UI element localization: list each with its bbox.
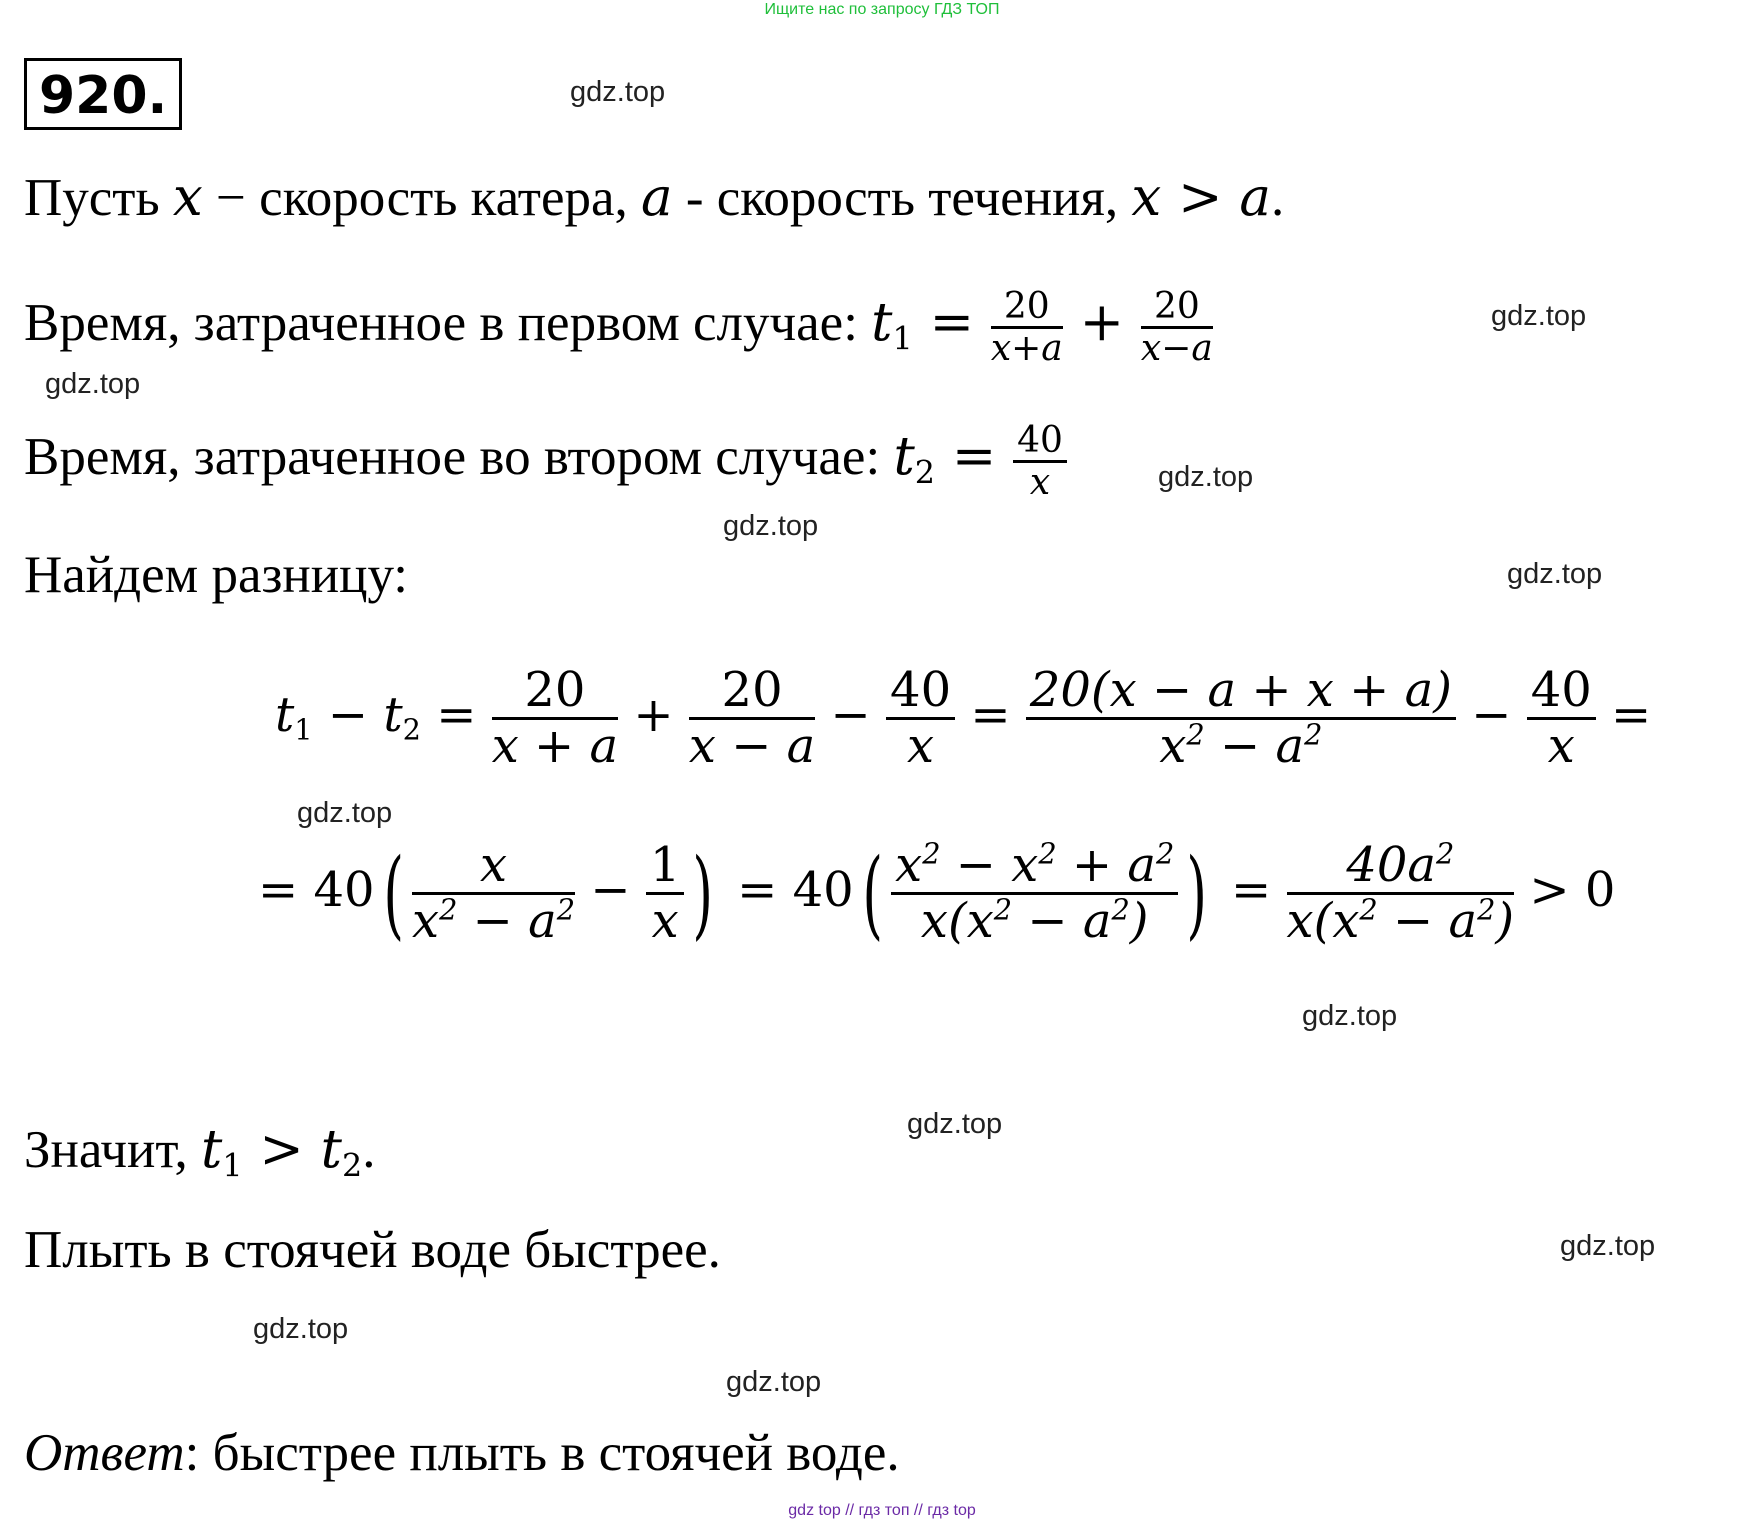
text-line-4: Найдем разницу: [24,546,409,604]
header-note[interactable]: Ищите нас по запросу ГДЗ ТОП [764,1,1000,18]
fraction: $\frac{20}{x + a}$ [491,662,619,774]
watermark: gdz.top [253,1313,349,1345]
watermark: gdz.top [45,368,141,400]
fraction: $\frac{20(x - a + x + a)}{x^2 - a^2}$ [1026,664,1456,773]
footer-note[interactable]: gdz top // гдз топ // гдз top [788,1502,976,1519]
fraction: $\frac{40a^2}{x(x^2 - a^2)}$ [1286,836,1515,949]
text-line-2: Время, затраченное в первом случае: $t_1$ = $\frac{20}{x+a}$ + $\frac{20}{x-a}$ [24,285,1213,370]
watermark: gdz.top [1158,461,1254,493]
fraction: $\frac{x^2 - x^2 + a^2}{x(x^2 - a^2)}$ [891,839,1178,948]
text-line-1: Пусть x − скорость катера, a - скорость течения, x > a. [24,167,1285,228]
fraction: $\frac{1}{x}$ [646,839,685,948]
watermark: gdz.top [570,76,666,108]
watermark: gdz.top [297,797,393,829]
text-line-6: Плыть в стоячей воде быстрее. [24,1221,721,1279]
watermark: gdz.top [1560,1230,1656,1262]
answer-label: Ответ [24,1424,185,1482]
watermark: gdz.top [1507,558,1603,590]
text-line-5: Значит, $t_1 > t_2$. [24,1119,376,1185]
watermark: gdz.top [723,510,819,542]
watermark: gdz.top [1491,300,1587,332]
fraction: $\frac{20}{x-a}$ [1140,285,1213,370]
text-line-3: Время, затраченное во втором случае: $t_2$ = $\frac{40}{x}$ [24,402,1067,512]
answer-line: Ответ: быстрее плыть в стоячей воде. [24,1424,900,1482]
fraction: $\frac{20}{x - a}$ [688,662,816,774]
fraction: $\frac{40}{x}$ [886,664,955,773]
watermark: gdz.top [726,1366,822,1398]
fraction: $\frac{40}{x}$ [1013,421,1067,503]
fraction: $\frac{20}{x+a}$ [990,285,1063,370]
watermark: gdz.top [1302,1000,1398,1032]
equation-1: $t_1 - t_2$ = $\frac{20}{x + a}$ + $\frac{20}{x - a}$ − $\frac{40}{x}$ = $\frac{20(x - a + x + a)}{x^2 - a^2}$ − $\frac{40}{x}$ = [275,662,1652,774]
watermark: gdz.top [907,1108,1003,1140]
fraction: $\frac{x}{x^2 - a^2}$ [412,837,576,949]
problem-number: 920. [24,58,182,130]
fraction: $\frac{40}{x}$ [1527,664,1596,773]
equation-2: = 40( $\frac{x}{x^2 - a^2}$ − $\frac{1}{x}$ ) = 40( $\frac{x^2 - x^2 + a^2}{x(x^2 - a^2)}$ ) = $\frac{40a^2}{x(x^2 - a^2)}$ > 0 [258,836,1616,950]
